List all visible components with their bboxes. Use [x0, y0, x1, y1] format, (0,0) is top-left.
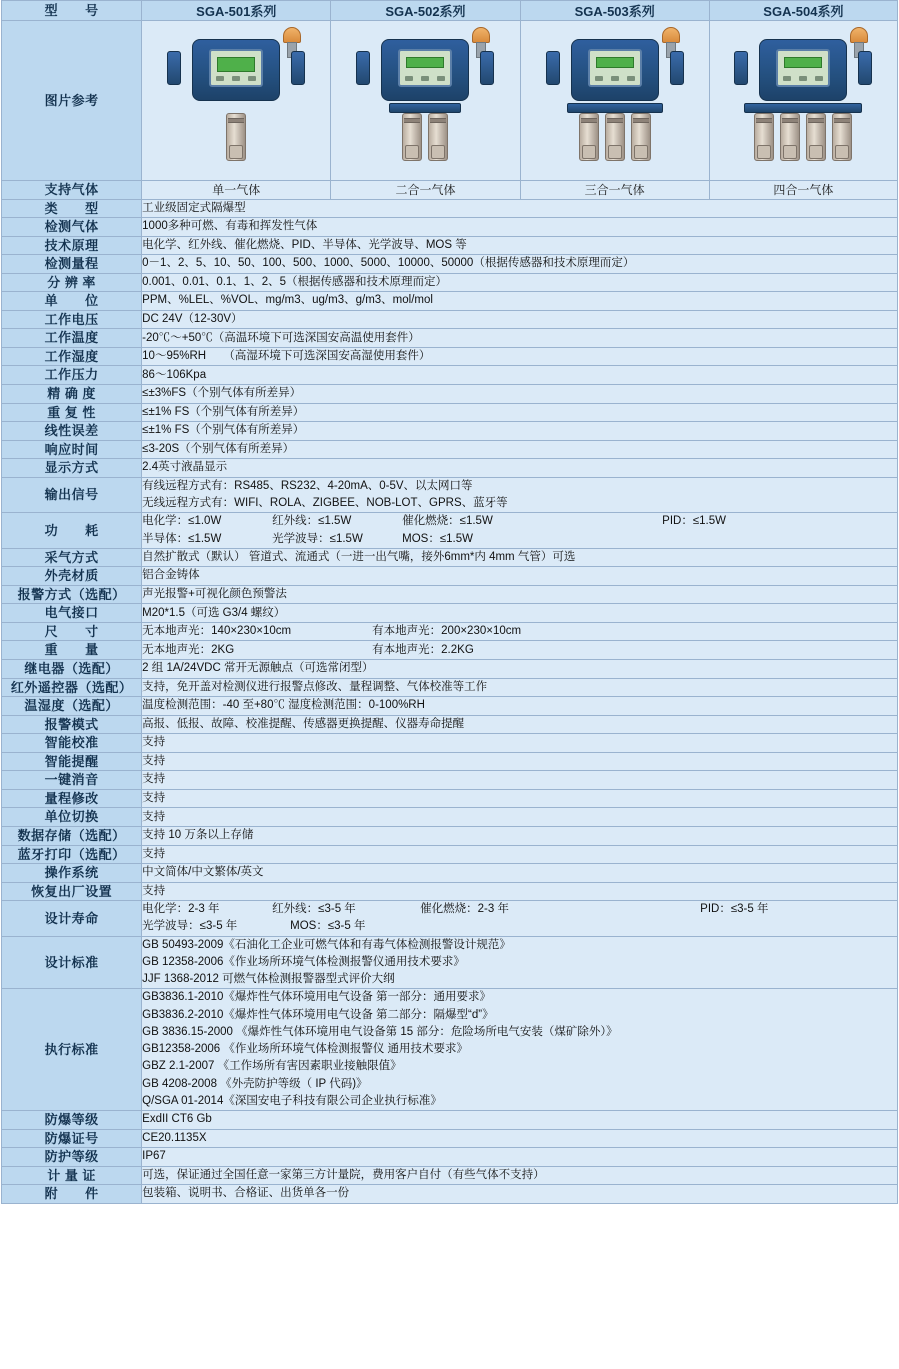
power-mos: MOS：≤1.5W — [402, 532, 474, 545]
row-value-accessories: 包装箱、说明书、合格证、出货单各一份 — [142, 1185, 898, 1204]
sensor-probe — [428, 113, 448, 161]
sensor-group-3 — [579, 113, 651, 161]
power-electrochemical: 电化学：≤1.0W — [142, 515, 222, 528]
table-row-design-life — [2, 901, 898, 937]
detector-housing — [759, 39, 847, 101]
exec-standard-line-3: GB 3836.15-2000 《爆炸性气体环境用电气设备第 15 部分：危险场所电气安装（煤矿除外）》 — [142, 1025, 618, 1038]
detector-display — [209, 49, 263, 87]
exec-standard-line-7: Q/SGA 01-2014《深国安电子科技有限公司企业执行标准》 — [142, 1094, 442, 1107]
row-value-linearity: ≤±1% FS（个别气体有所差异） — [142, 422, 898, 441]
row-label-unit-switch: 单位切换 — [2, 808, 142, 827]
table-row-dimension — [2, 622, 898, 641]
table-row-shell-material — [2, 567, 898, 586]
row-value-temp-humidity-option: 温度检测范围：-40 至+80℃ 湿度检测范围：0-100%RH — [142, 697, 898, 716]
life-infrared: 红外线：≤3-5 年 — [272, 903, 356, 916]
product-photo-1 — [142, 21, 331, 181]
cable-gland-right — [291, 51, 305, 85]
cable-gland-right — [670, 51, 684, 85]
table-row-ex-certificate — [2, 1129, 898, 1148]
life-catalytic: 催化燃烧：2-3 年 — [420, 903, 509, 916]
sensor-probe — [754, 113, 774, 161]
cable-gland-right — [480, 51, 494, 85]
row-label-temp-humidity-option: 温湿度（选配） — [2, 697, 142, 716]
row-label-design-life: 设计寿命 — [2, 901, 142, 937]
row-value-temperature: -20℃～+50℃（高温环境下可选深国安高温使用套件） — [142, 329, 898, 348]
row-label-range-modify: 量程修改 — [2, 789, 142, 808]
life-electrochemical: 电化学：2-3 年 — [142, 903, 220, 916]
model-header-4: SGA-504系列 — [709, 1, 897, 21]
table-row-type — [2, 199, 898, 218]
detector-housing — [192, 39, 280, 101]
row-value-sampling: 自然扩散式（默认） 管道式、流通式（一进一出气嘴，接外6mm*内 4mm 气管）可选 — [142, 548, 898, 567]
weight-grid — [142, 642, 897, 659]
row-value-bluetooth-print: 支持 — [142, 845, 898, 864]
specification-table — [1, 0, 898, 1204]
sensor-probe — [402, 113, 422, 161]
sensor-probe — [631, 113, 651, 161]
gas-detector-illustration-2 — [350, 25, 500, 177]
table-row-electrical-interface — [2, 604, 898, 623]
row-value-accuracy: ≤±3%FS（个别气体有所差异） — [142, 385, 898, 404]
product-photo-2 — [331, 21, 520, 181]
table-row-display — [2, 459, 898, 478]
sensor-probe — [605, 113, 625, 161]
row-value-voltage: DC 24V（12-30V） — [142, 310, 898, 329]
dimension-grid — [142, 623, 897, 640]
sensor-probe — [832, 113, 852, 161]
table-row-design-standard — [2, 936, 898, 989]
detector-housing — [381, 39, 469, 101]
sensor-probe — [780, 113, 800, 161]
row-value-power — [142, 513, 898, 549]
table-row-detect-gas — [2, 218, 898, 237]
row-value-ip-rating: IP67 — [142, 1148, 898, 1167]
row-value-range: 0－1、2、5、10、50、100、500、1000、5000、10000、50000（根据传感器和技术原理而定） — [142, 255, 898, 274]
table-row-humidity — [2, 347, 898, 366]
row-label-display: 显示方式 — [2, 459, 142, 478]
power-blank — [532, 513, 662, 530]
row-label-relay: 继电器（选配） — [2, 660, 142, 679]
row-value-dimension — [142, 622, 898, 641]
sensor-probe — [806, 113, 826, 161]
table-row-ir-remote — [2, 678, 898, 697]
row-label-accessories: 附 件 — [2, 1185, 142, 1204]
row-label-unit: 单 位 — [2, 292, 142, 311]
dimension-with-alarm: 有本地声光：200×230×10cm — [372, 625, 522, 638]
weight-without-alarm: 无本地声光：2KG — [142, 643, 235, 656]
row-value-ir-remote: 支持，免开盖对检测仪进行报警点修改、量程调整、气体校准等工作 — [142, 678, 898, 697]
table-row-response-time — [2, 440, 898, 459]
row-label-alarm-mode: 报警模式 — [2, 715, 142, 734]
row-label-range: 检测量程 — [2, 255, 142, 274]
detector-housing — [571, 39, 659, 101]
table-row-gas-support — [2, 181, 898, 200]
life-pid: PID：≤3-5 年 — [700, 903, 769, 916]
output-signal-wireless: 无线远程方式有：WIFI、ROLA、ZIGBEE、NOB-LOT、GPRS、蓝牙等 — [142, 497, 508, 509]
row-label-bluetooth-print: 蓝牙打印（选配） — [2, 845, 142, 864]
gas-support-value-4: 四合一气体 — [709, 181, 897, 200]
row-value-design-standard — [142, 936, 898, 989]
row-label-weight: 重 量 — [2, 641, 142, 660]
table-row-temp-humidity-option — [2, 697, 898, 716]
power-grid — [142, 513, 897, 548]
row-label-resolution: 分 辨 率 — [2, 273, 142, 292]
power-infrared: 红外线：≤1.5W — [272, 515, 352, 528]
table-row-voltage — [2, 310, 898, 329]
row-label-pressure: 工作压力 — [2, 366, 142, 385]
row-value-os: 中文简体/中文繁体/英文 — [142, 864, 898, 883]
life-blank — [570, 901, 700, 918]
row-label-ip-rating: 防护等级 — [2, 1148, 142, 1167]
table-row-accuracy — [2, 385, 898, 404]
table-row-exec-standard — [2, 989, 898, 1111]
table-row-resolution — [2, 273, 898, 292]
table-row-pressure — [2, 366, 898, 385]
table-row-temperature — [2, 329, 898, 348]
gas-detector-illustration-1 — [161, 25, 311, 177]
table-row-sampling — [2, 548, 898, 567]
weight-with-alarm: 有本地声光：2.2KG — [372, 643, 474, 656]
row-label-type: 类 型 — [2, 199, 142, 218]
table-row-alarm-method — [2, 585, 898, 604]
row-value-factory-reset: 支持 — [142, 882, 898, 901]
row-label-gas-support: 支持气体 — [2, 181, 142, 200]
row-value-unit: PPM、%LEL、%VOL、mg/m3、ug/m3、g/m3、mol/mol — [142, 292, 898, 311]
row-label-photo: 图片参考 — [2, 21, 142, 181]
row-label-one-key-mute: 一键消音 — [2, 771, 142, 790]
sensor-probe — [226, 113, 246, 161]
exec-standard-line-4: GB12358-2006 《作业场所环境气体检测报警仪 通用技术要求》 — [142, 1043, 469, 1056]
table-row-data-storage — [2, 826, 898, 845]
gas-detector-illustration-4 — [728, 25, 878, 177]
row-value-smart-reminder: 支持 — [142, 752, 898, 771]
row-value-electrical-interface: M20*1.5（可选 G3/4 螺纹） — [142, 604, 898, 623]
table-row-unit-switch — [2, 808, 898, 827]
design-standard-line-1: GB 50493-2009《石油化工企业可燃气体和有毒气体检测报警设计规范》 — [142, 938, 511, 951]
table-row-smart-reminder — [2, 752, 898, 771]
sensor-group-4 — [754, 113, 852, 161]
cable-gland-left — [546, 51, 560, 85]
detector-display — [398, 49, 452, 87]
row-label-data-storage: 数据存储（选配） — [2, 826, 142, 845]
table-row-alarm-mode — [2, 715, 898, 734]
gas-support-value-3: 三合一气体 — [520, 181, 709, 200]
row-label-shell-material: 外壳材质 — [2, 567, 142, 586]
exec-standard-line-6: GB 4208-2008 《外壳防护等级（ IP 代码)》 — [142, 1077, 368, 1090]
design-standard-line-3: JJF 1368-2012 可燃气体检测报警器型式评价大纲 — [142, 973, 395, 986]
product-photo-4 — [709, 21, 897, 181]
row-value-type: 工业级固定式隔爆型 — [142, 199, 898, 218]
power-optical-waveguide: 光学波导：≤1.5W — [272, 532, 363, 545]
cable-gland-right — [858, 51, 872, 85]
cable-gland-left — [167, 51, 181, 85]
table-row-principle — [2, 236, 898, 255]
detector-display — [588, 49, 642, 87]
row-value-detect-gas: 1000多种可燃、有毒和挥发性气体 — [142, 218, 898, 237]
row-label-alarm-method: 报警方式（选配） — [2, 585, 142, 604]
detector-display — [776, 49, 830, 87]
row-label-sampling: 采气方式 — [2, 548, 142, 567]
sensor-probe — [579, 113, 599, 161]
row-value-response-time: ≤3-20S（个别气体有所差异） — [142, 440, 898, 459]
table-row-model — [2, 1, 898, 21]
row-label-linearity: 线性误差 — [2, 422, 142, 441]
row-label-repeatability: 重 复 性 — [2, 403, 142, 422]
row-value-one-key-mute: 支持 — [142, 771, 898, 790]
row-label-exec-standard: 执行标准 — [2, 989, 142, 1111]
row-label-principle: 技术原理 — [2, 236, 142, 255]
manifold-bar — [744, 103, 862, 113]
row-label-accuracy: 精 确 度 — [2, 385, 142, 404]
power-catalytic: 催化燃烧：≤1.5W — [402, 515, 493, 528]
gas-support-value-2: 二合一气体 — [331, 181, 520, 200]
table-row-unit — [2, 292, 898, 311]
table-row-linearity — [2, 422, 898, 441]
table-row-accessories — [2, 1185, 898, 1204]
output-signal-wired: 有线远程方式有：RS485、RS232、4-20mA、0-5V、以太网口等 — [142, 479, 473, 492]
sensor-group-2 — [402, 113, 448, 161]
power-semiconductor: 半导体：≤1.5W — [142, 532, 222, 545]
table-row-repeatability — [2, 403, 898, 422]
row-label-smart-calibration: 智能校准 — [2, 734, 142, 753]
manifold-bar — [389, 103, 461, 113]
row-value-data-storage: 支持 10 万条以上存储 — [142, 826, 898, 845]
exec-standard-line-5: GBZ 2.1-2007 《工作场所有害因素职业接触限值》 — [142, 1060, 402, 1073]
design-life-grid — [142, 901, 897, 936]
table-row-smart-calibration — [2, 734, 898, 753]
row-label-os: 操作系统 — [2, 864, 142, 883]
dimension-without-alarm: 无本地声光：140×230×10cm — [142, 625, 292, 638]
row-label-output-signal: 输出信号 — [2, 477, 142, 513]
manifold-bar — [567, 103, 663, 113]
row-value-repeatability: ≤±1% FS（个别气体有所差异） — [142, 403, 898, 422]
row-label-ir-remote: 红外遥控器（选配） — [2, 678, 142, 697]
row-value-relay: 2 组 1A/24VDC 常开无源触点（可选常闭型） — [142, 660, 898, 679]
row-value-ex-certificate: CE20.1135X — [142, 1129, 898, 1148]
product-photo-3 — [520, 21, 709, 181]
cable-gland-left — [356, 51, 370, 85]
table-row-ip-rating — [2, 1148, 898, 1167]
table-row-ex-rating — [2, 1111, 898, 1130]
gas-support-value-1: 单一气体 — [142, 181, 331, 200]
table-row-output-signal — [2, 477, 898, 513]
row-value-exec-standard — [142, 989, 898, 1111]
row-value-principle: 电化学、红外线、催化燃烧、PID、半导体、光学波导、MOS 等 — [142, 236, 898, 255]
table-row-os — [2, 864, 898, 883]
table-row-factory-reset — [2, 882, 898, 901]
exec-standard-line-1: GB3836.1-2010《爆炸性气体环境用电气设备 第一部分：通用要求》 — [142, 991, 492, 1004]
row-label-voltage: 工作电压 — [2, 310, 142, 329]
row-label-ex-rating: 防爆等级 — [2, 1111, 142, 1130]
life-mos: MOS：≤3-5 年 — [290, 920, 366, 933]
table-row-photo — [2, 21, 898, 181]
life-optical-waveguide: 光学波导：≤3-5 年 — [142, 920, 238, 933]
table-row-metering-certificate — [2, 1166, 898, 1185]
row-value-design-life — [142, 901, 898, 937]
row-label-detect-gas: 检测气体 — [2, 218, 142, 237]
sensor-group-1 — [226, 113, 246, 161]
row-label-metering-certificate: 计 量 证 — [2, 1166, 142, 1185]
exec-standard-line-2: GB3836.2-2010《爆炸性气体环境用电气设备 第二部分：隔爆型“d”》 — [142, 1008, 494, 1021]
table-row-relay — [2, 660, 898, 679]
row-label-electrical-interface: 电气接口 — [2, 604, 142, 623]
table-row-bluetooth-print — [2, 845, 898, 864]
row-label-dimension: 尺 寸 — [2, 622, 142, 641]
row-value-shell-material: 铝合金铸体 — [142, 567, 898, 586]
row-label-design-standard: 设计标准 — [2, 936, 142, 989]
row-value-humidity: 10～95%RH （高湿环境下可选深国安高湿使用套件） — [142, 347, 898, 366]
table-row-range — [2, 255, 898, 274]
gas-detector-illustration-3 — [540, 25, 690, 177]
table-row-power — [2, 513, 898, 549]
row-value-weight — [142, 641, 898, 660]
design-standard-line-2: GB 12358-2006《作业场所环境气体检测报警仪通用技术要求》 — [142, 955, 465, 968]
row-label-model: 型 号 — [2, 1, 142, 21]
model-header-1: SGA-501系列 — [142, 1, 331, 21]
row-label-response-time: 响应时间 — [2, 440, 142, 459]
row-value-output-signal — [142, 477, 898, 513]
row-value-ex-rating: ExdII CT6 Gb — [142, 1111, 898, 1130]
row-label-ex-certificate: 防爆证号 — [2, 1129, 142, 1148]
row-label-humidity: 工作湿度 — [2, 347, 142, 366]
row-value-resolution: 0.001、0.01、0.1、1、2、5（根据传感器和技术原理而定） — [142, 273, 898, 292]
row-value-alarm-mode: 高报、低报、故障、校准提醒、传感器更换提醒、仪器寿命提醒 — [142, 715, 898, 734]
power-pid: PID：≤1.5W — [662, 515, 726, 528]
row-value-alarm-method: 声光报警+可视化颜色预警法 — [142, 585, 898, 604]
table-row-weight — [2, 641, 898, 660]
cable-gland-left — [734, 51, 748, 85]
model-header-2: SGA-502系列 — [331, 1, 520, 21]
row-label-temperature: 工作温度 — [2, 329, 142, 348]
table-row-one-key-mute — [2, 771, 898, 790]
row-value-smart-calibration: 支持 — [142, 734, 898, 753]
row-value-display: 2.4英寸液晶显示 — [142, 459, 898, 478]
row-label-smart-reminder: 智能提醒 — [2, 752, 142, 771]
model-header-3: SGA-503系列 — [520, 1, 709, 21]
row-label-power: 功 耗 — [2, 513, 142, 549]
table-row-range-modify — [2, 789, 898, 808]
row-value-unit-switch: 支持 — [142, 808, 898, 827]
row-value-pressure: 86～106Kpa — [142, 366, 898, 385]
row-label-factory-reset: 恢复出厂设置 — [2, 882, 142, 901]
row-value-metering-certificate: 可选，保证通过全国任意一家第三方计量院，费用客户自付（有些气体不支持） — [142, 1166, 898, 1185]
row-value-range-modify: 支持 — [142, 789, 898, 808]
